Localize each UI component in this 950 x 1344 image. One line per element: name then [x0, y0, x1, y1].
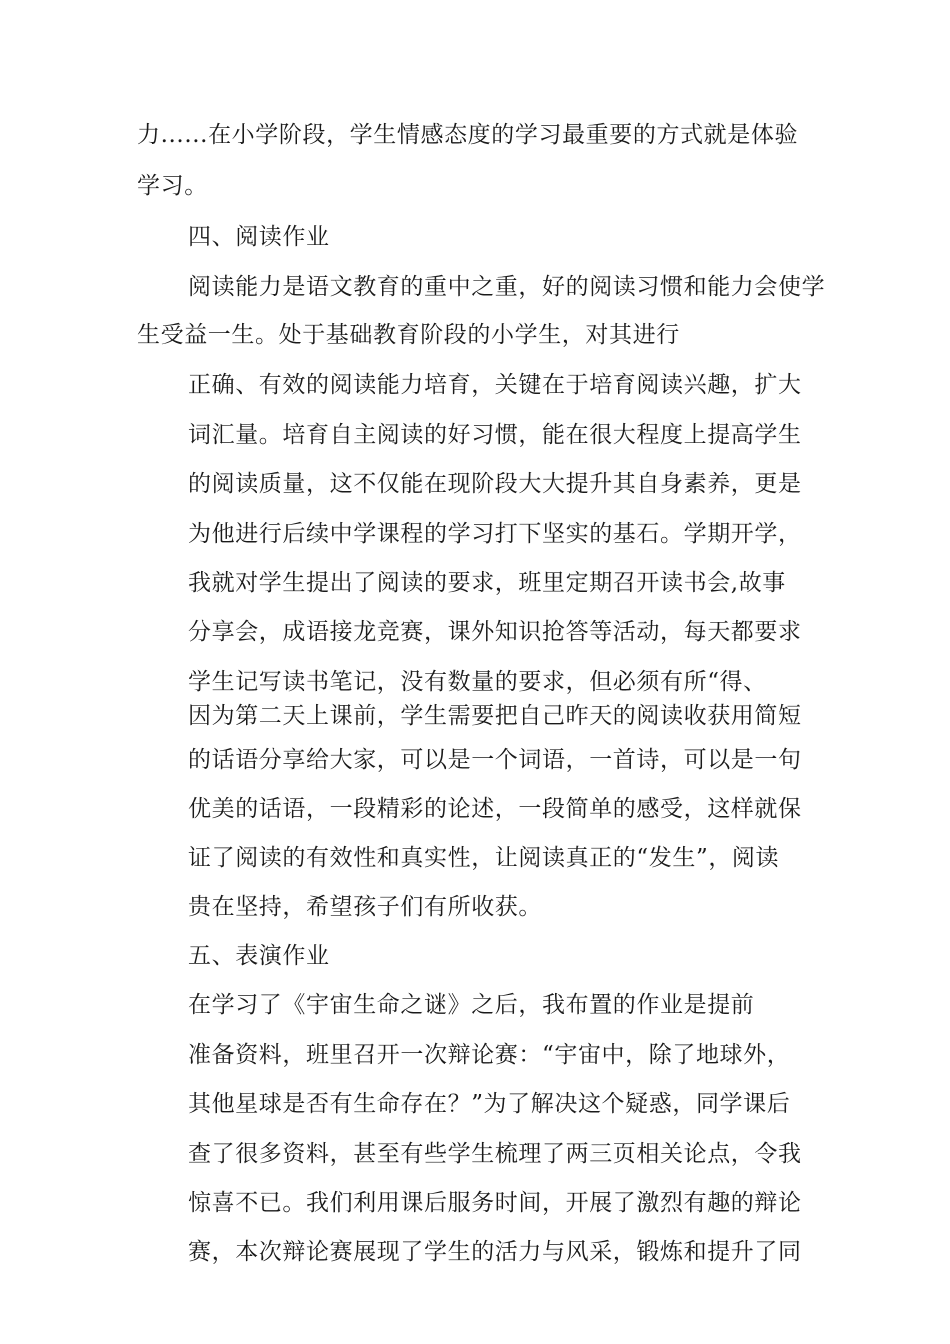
paragraph-line: 我就对学生提出了阅读的要求，班里定期召开读书会,故事: [188, 570, 786, 596]
paragraph-line: 为他进行后续中学课程的学习打下坚实的基石。学期开学，: [188, 521, 802, 547]
paragraph-line: 贵在坚持，希望孩子们有所收获。: [188, 894, 542, 920]
section-heading: 四、阅读作业: [188, 224, 330, 250]
section-heading: 五、表演作业: [188, 943, 330, 969]
paragraph-line: 证了阅读的有效性和真实性，让阅读真正的“发生”，阅读: [188, 845, 780, 871]
paragraph-line: 赛，本次辩论赛展现了学生的活力与风采，锻炼和提升了同: [188, 1239, 802, 1265]
paragraph-line: 力......在小学阶段，学生情感态度的学习最重要的方式就是体验: [137, 122, 799, 148]
paragraph-line: 学习。: [137, 173, 208, 199]
paragraph-line: 阅读能力是语文教育的重中之重，好的阅读习惯和能力会使学: [188, 274, 826, 300]
paragraph-line: 正确、有效的阅读能力培育，关键在于培育阅读兴趣，扩大: [188, 372, 802, 398]
paragraph-line: 在学习了《宇宙生命之谜》之后，我布置的作业是提前: [188, 992, 755, 1018]
paragraph-line: 查了很多资料，甚至有些学生梳理了两三页相关论点，令我: [188, 1141, 802, 1167]
paragraph-line: 惊喜不已。我们利用课后服务时间，开展了激烈有趣的辩论: [188, 1190, 802, 1216]
paragraph-line: 学生记写读书笔记，没有数量的要求，但必须有所“得、: [188, 669, 767, 695]
paragraph-line: 的阅读质量，这不仅能在现阶段大大提升其自身素养，更是: [188, 471, 802, 497]
paragraph-line: 分享会，成语接龙竞赛，课外知识抢答等活动，每天都要求: [188, 619, 802, 645]
paragraph-line: 准备资料，班里召开一次辩论赛：“宇宙中，除了地球外，: [188, 1042, 791, 1068]
paragraph-line: 其他星球是否有生命存在？”为了解决这个疑惑，同学课后: [188, 1091, 791, 1117]
paragraph-line: 生受益一生。处于基础教育阶段的小学生，对其进行: [137, 322, 680, 348]
paragraph-line: 优美的话语，一段精彩的论述，一段简单的感受，这样就保: [188, 796, 802, 822]
paragraph-line: 的话语分享给大家，可以是一个词语，一首诗，可以是一句: [188, 747, 802, 773]
paragraph-line: 词汇量。培育自主阅读的好习惯，能在很大程度上提高学生: [188, 422, 802, 448]
paragraph-line: 因为第二天上课前，学生需要把自己昨天的阅读收获用简短: [188, 703, 802, 729]
